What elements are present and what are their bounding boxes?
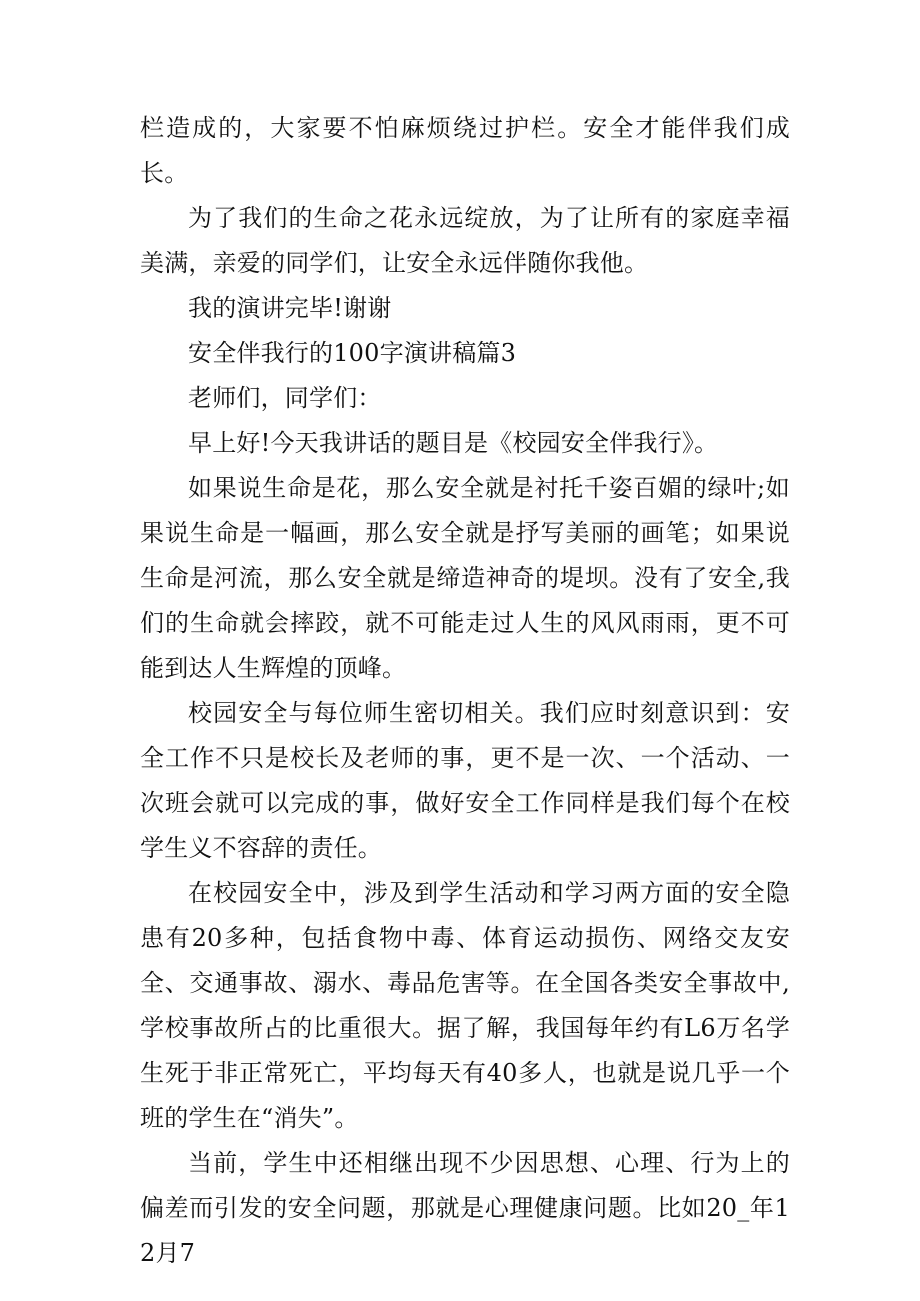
salutation: 老师们，同学们： (188, 384, 382, 412)
paragraph-3: 我的演讲完毕!谢谢 (188, 294, 392, 322)
paragraph-1: 栏造成的，大家要不怕麻烦绕过护栏。安全才能伴我们成长。 (140, 114, 790, 187)
paragraph-10: 当前，学生中还相继出现不少因思想、心理、行为上的偏差而引发的安全问题，那就是心理健康问题。比如20_年12月7 (140, 1149, 790, 1267)
paragraph-7: 如果说生命是花，那么安全就是衬托千姿百媚的绿叶;如果说生命是一幅画，那么安全就是抒写美丽的画笔；如果说生命是河流，那么安全就是缔造神奇的堤坝。没有了安全,我们的生命就会摔跤，就不可能走过人生的风风雨雨，更不可能到达人生辉煌的顶峰。 (140, 474, 790, 682)
paragraph-8: 校园安全与每位师生密切相关。我们应时刻意识到：安全工作不只是校长及老师的事，更不是一次、一个活动、一次班会就可以完成的事，做好安全工作同样是我们每个在校学生义不容辞的责任。 (140, 699, 790, 862)
paragraph-6: 早上好!今天我讲话的题目是《校园安全伴我行》。 (188, 429, 719, 457)
paragraph-9: 在校园安全中，涉及到学生活动和学习两方面的安全隐患有20多种，包括食物中毒、体育运动损伤、网络交友安全、交通事故、溺水、毒品危害等。在全国各类安全事故中,学校事故所占的比重很大。据了解，我国每年约有L6万名学生死于非正常死亡，平均每天有40多人，也就是说几乎一个班的学生在“消失”。 (140, 879, 790, 1132)
paragraph-2: 为了我们的生命之花永远绽放，为了让所有的家庭幸福美满，亲爱的同学们，让安全永远伴随你我他。 (140, 204, 790, 277)
section-heading: 安全伴我行的100字演讲稿篇3 (188, 339, 517, 367)
